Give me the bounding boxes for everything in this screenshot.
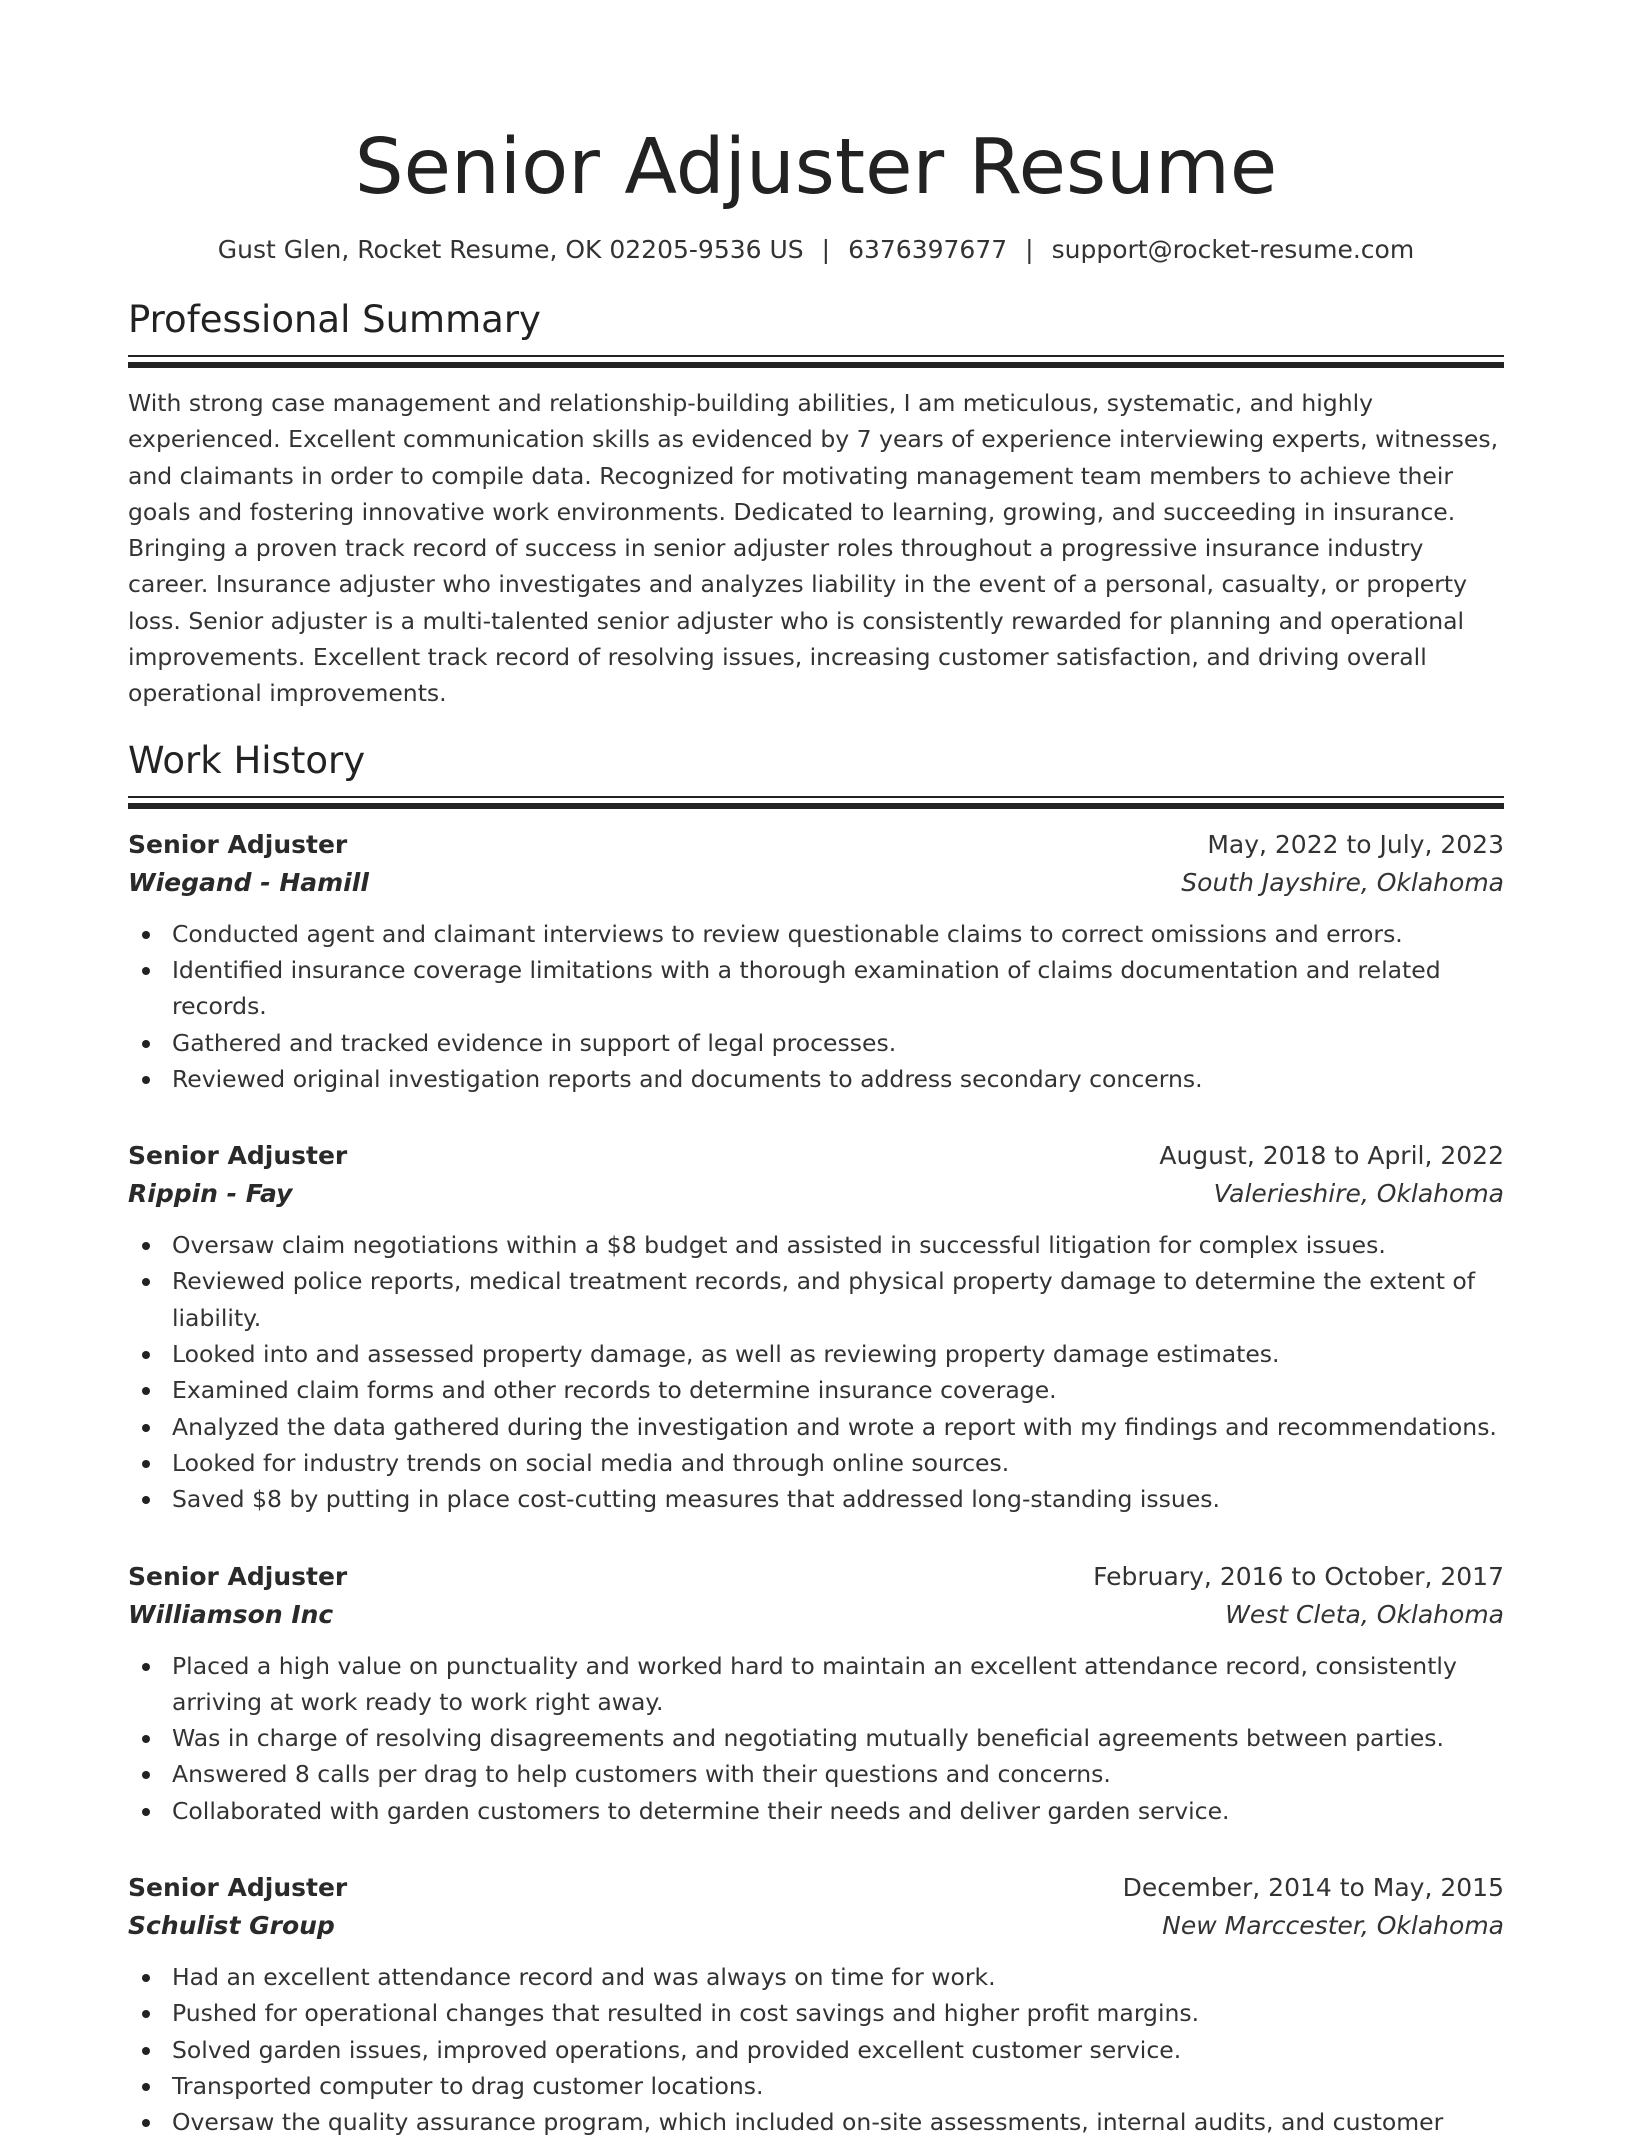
job-company: Wiegand - Hamill bbox=[128, 867, 369, 897]
job-title: Senior Adjuster bbox=[128, 1141, 348, 1171]
job-subheader bbox=[128, 864, 1504, 902]
job-header bbox=[128, 826, 1504, 864]
job-bullet: Saved $8 by putting in place cost-cutting measures that addressed long-standing issues. bbox=[128, 1481, 1504, 1517]
contact-email[interactable]: support@rocket-resume.com bbox=[1051, 235, 1415, 264]
job-entry bbox=[128, 1558, 1504, 1829]
job-bullet: Transported computer to drag customer locations. bbox=[128, 2068, 1504, 2104]
contact-address: Gust Glen, Rocket Resume, OK 02205-9536 US bbox=[217, 235, 804, 264]
job-bullet-list bbox=[128, 1648, 1504, 1829]
job-location: New Marccester, Oklahoma bbox=[1162, 1911, 1504, 1941]
job-header bbox=[128, 1137, 1504, 1175]
job-bullet-list bbox=[128, 1959, 1504, 2140]
job-title: Senior Adjuster bbox=[128, 1873, 348, 1903]
job-list bbox=[128, 826, 1504, 2141]
professional-summary-section bbox=[128, 297, 1504, 712]
summary-text: With strong case management and relationship-building abilities, I am meticulous, systematic, and highly experienced. Excellent communication skills as evidenced by 7 years of experience interviewing experts, witnesses, and claimants in order to compile data. Recognized for motivating management team members to achieve their goals and fostering innovative work environments. Dedicated to learning, growing, and succeeding in insurance. Bringing a proven track record of success in senior adjuster roles throughout a progressive insurance industry career. Insurance adjuster who investigates and analyzes liability in the event of a personal, casualty, or property loss. Senior adjuster is a multi-talented senior adjuster who is consistently rewarded for planning and operational improvements. Excellent track record of resolving issues, increasing customer satisfaction, and driving overall operational improvements. bbox=[128, 389, 1499, 708]
job-entry bbox=[128, 1869, 1504, 2140]
section-heading-summary: Professional Summary bbox=[128, 298, 541, 341]
job-header bbox=[128, 1869, 1504, 1907]
job-location: West Cleta, Oklahoma bbox=[1225, 1599, 1504, 1629]
job-subheader bbox=[128, 1596, 1504, 1634]
job-bullet: Answered 8 calls per drag to help customers with their questions and concerns. bbox=[128, 1756, 1504, 1792]
job-bullet: Reviewed original investigation reports and documents to address secondary concerns. bbox=[128, 1061, 1504, 1097]
job-company: Schulist Group bbox=[128, 1911, 335, 1941]
job-bullet: Looked for industry trends on social media and through online sources. bbox=[128, 1445, 1504, 1481]
contact-separator: | bbox=[821, 235, 831, 264]
resume-title: Senior Adjuster Resume bbox=[354, 123, 1278, 212]
job-bullet: Analyzed the data gathered during the investigation and wrote a report with my findings and recommendations. bbox=[128, 1409, 1504, 1445]
job-location: South Jayshire, Oklahoma bbox=[1181, 867, 1504, 897]
job-bullet-list bbox=[128, 1227, 1504, 1517]
job-header bbox=[128, 1558, 1504, 1596]
job-bullet: Was in charge of resolving disagreements and negotiating mutually beneficial agreements between parties. bbox=[128, 1720, 1504, 1756]
job-bullet: Oversaw claim negotiations within a $8 budget and assisted in successful litigation for complex issues. bbox=[128, 1227, 1504, 1263]
job-bullet: Examined claim forms and other records to determine insurance coverage. bbox=[128, 1372, 1504, 1408]
job-bullet: Had an excellent attendance record and was always on time for work. bbox=[128, 1959, 1504, 1995]
contact-separator: | bbox=[1025, 235, 1034, 264]
job-location: Valerieshire, Oklahoma bbox=[1213, 1179, 1504, 1209]
job-bullet: Placed a high value on punctuality and worked hard to maintain an excellent attendance record, consistently arriving at work ready to work right away. bbox=[128, 1648, 1504, 1721]
job-bullet: Identified insurance coverage limitations with a thorough examination of claims documentation and related records. bbox=[128, 952, 1504, 1025]
job-dates: May, 2022 to July, 2023 bbox=[1207, 829, 1504, 859]
job-bullet: Pushed for operational changes that resulted in cost savings and higher profit margins. bbox=[128, 1995, 1504, 2031]
job-bullet: Conducted agent and claimant interviews to review questionable claims to correct omissions and errors. bbox=[128, 916, 1504, 952]
job-bullet: Gathered and tracked evidence in support of legal processes. bbox=[128, 1025, 1504, 1061]
job-bullet: Oversaw the quality assurance program, which included on-site assessments, internal audits, and customer bbox=[128, 2104, 1504, 2140]
job-company: Rippin - Fay bbox=[128, 1179, 293, 1209]
resume-page bbox=[128, 0, 1504, 2141]
contact-line bbox=[128, 233, 1504, 267]
job-dates: February, 2016 to October, 2017 bbox=[1093, 1561, 1504, 1591]
job-subheader bbox=[128, 1175, 1504, 1213]
job-entry bbox=[128, 826, 1504, 1097]
contact-phone: 6376397677 bbox=[848, 235, 1008, 264]
job-title: Senior Adjuster bbox=[128, 1561, 348, 1591]
section-heading-work: Work History bbox=[128, 738, 366, 782]
job-bullet: Solved garden issues, improved operations, and provided excellent customer service. bbox=[128, 2032, 1504, 2068]
job-dates: August, 2018 to April, 2022 bbox=[1159, 1141, 1504, 1171]
job-entry bbox=[128, 1137, 1504, 1517]
job-company: Williamson Inc bbox=[128, 1599, 334, 1629]
job-bullet: Looked into and assessed property damage, as well as reviewing property damage estimates. bbox=[128, 1336, 1504, 1372]
job-bullet: Collaborated with garden customers to determine their needs and deliver garden service. bbox=[128, 1793, 1504, 1829]
job-dates: December, 2014 to May, 2015 bbox=[1122, 1873, 1504, 1903]
job-title: Senior Adjuster bbox=[128, 829, 348, 859]
job-subheader bbox=[128, 1907, 1504, 1945]
job-bullet-list bbox=[128, 916, 1504, 1097]
work-history-section bbox=[128, 738, 1504, 2141]
section-divider bbox=[128, 355, 1504, 369]
section-divider bbox=[128, 796, 1504, 810]
job-bullet: Reviewed police reports, medical treatment records, and physical property damage to determine the extent of liability. bbox=[128, 1263, 1504, 1336]
